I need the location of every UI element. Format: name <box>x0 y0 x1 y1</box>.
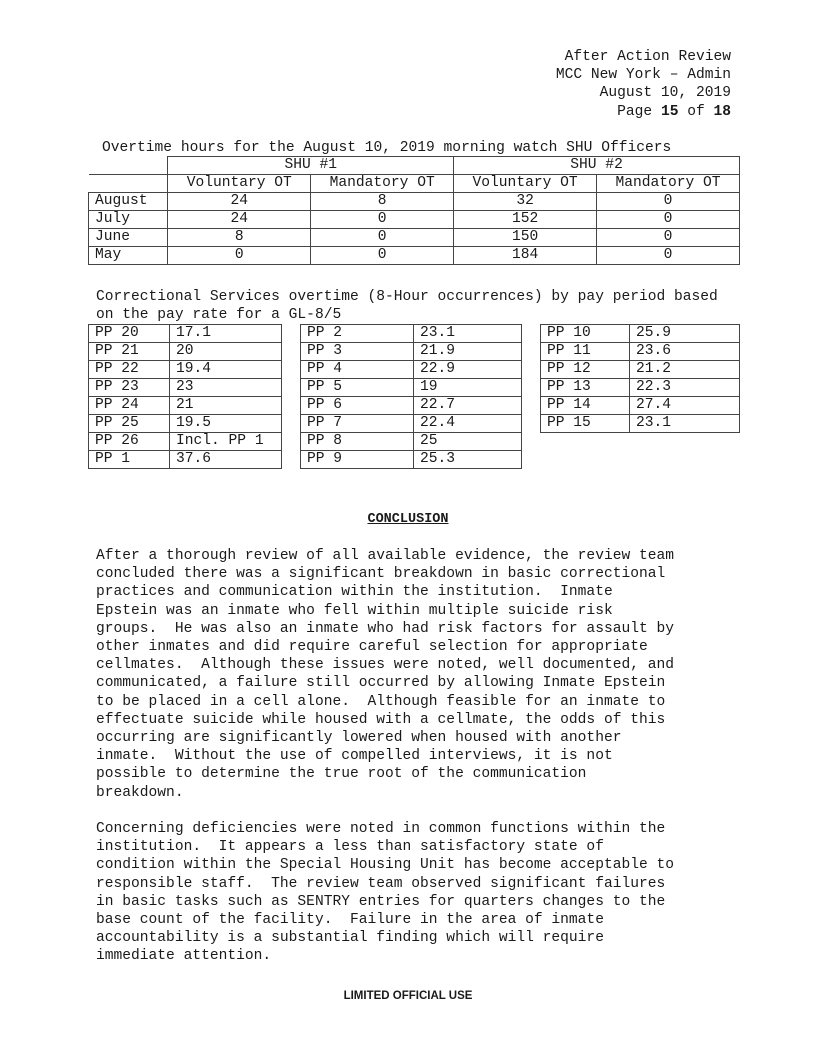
pp-label: PP 25 <box>89 415 170 433</box>
pp-value: 19.4 <box>170 361 282 379</box>
classification-footer: LIMITED OFFICIAL USE <box>343 990 473 1002</box>
pp-value: 25.9 <box>630 325 740 343</box>
table-row <box>301 433 522 451</box>
pp-label: PP 4 <box>301 361 414 379</box>
value-cell: 0 <box>597 229 740 247</box>
header-date: August 10, 2019 <box>599 85 731 102</box>
pp-label: PP 5 <box>301 379 414 397</box>
table-row <box>89 397 282 415</box>
pp-label: PP 21 <box>89 343 170 361</box>
pp-value: 19 <box>414 379 522 397</box>
overtime-group-header-row <box>89 157 740 175</box>
table-row <box>301 451 522 469</box>
value-cell: 152 <box>454 211 597 229</box>
pp-value: 21.9 <box>414 343 522 361</box>
pp-value: Incl. PP 1 <box>170 433 282 451</box>
value-cell: 0 <box>168 247 311 265</box>
value-cell: 0 <box>597 193 740 211</box>
value-cell: 0 <box>597 247 740 265</box>
pp-value: 23.6 <box>630 343 740 361</box>
subheader-cell: Voluntary OT <box>168 175 311 193</box>
conclusion-paragraph-2: Concerning deficiencies were noted in common functions within the institution. It appears a less than satisfactory state of condition within the Special Housing Unit has become acceptable to responsible staff. The review team observed significant failures in basic tasks such as SENTRY entries for quarters changes to the base count of the facility. Failure in the area of inmate accountability is a substantial finding which will require immediate attention. <box>96 821 675 965</box>
table-row <box>541 343 740 361</box>
pp-label: PP 9 <box>301 451 414 469</box>
month-cell: May <box>89 247 168 265</box>
overtime-table <box>88 156 740 265</box>
conclusion-heading: CONCLUSION <box>367 512 449 527</box>
pp-value: 17.1 <box>170 325 282 343</box>
pp-value: 22.3 <box>630 379 740 397</box>
value-cell: 8 <box>311 193 454 211</box>
page-current: 15 <box>660 103 679 120</box>
pp-value: 22.7 <box>414 397 522 415</box>
pay-period-title: Correctional Services overtime (8-Hour occurrences) by pay period based on the pay rate for a GL-8/5 <box>96 289 718 324</box>
pp-value: 27.4 <box>630 397 740 415</box>
table-row <box>541 325 740 343</box>
value-cell: 0 <box>311 229 454 247</box>
value-cell: 24 <box>168 193 311 211</box>
pp-label: PP 2 <box>301 325 414 343</box>
table-row <box>301 343 522 361</box>
table-row <box>541 379 740 397</box>
value-cell: 150 <box>454 229 597 247</box>
pp-label: PP 12 <box>541 361 630 379</box>
table-row <box>89 343 282 361</box>
pp-value: 25.3 <box>414 451 522 469</box>
pp-value: 21.2 <box>630 361 740 379</box>
header-institution: MCC New York – Admin <box>555 67 731 84</box>
pp-label: PP 15 <box>541 415 630 433</box>
pp-value: 21 <box>170 397 282 415</box>
table-row <box>89 325 282 343</box>
pp-label: PP 24 <box>89 397 170 415</box>
table-row <box>89 415 282 433</box>
group-header-shu2: SHU #2 <box>454 157 740 175</box>
pp-value: 22.4 <box>414 415 522 433</box>
month-cell: August <box>89 193 168 211</box>
pp-label: PP 22 <box>89 361 170 379</box>
subheader-cell: Mandatory OT <box>597 175 740 193</box>
pp-value: 23 <box>170 379 282 397</box>
pp-label: PP 26 <box>89 433 170 451</box>
table-row <box>89 211 740 229</box>
pp-label: PP 8 <box>301 433 414 451</box>
table-row <box>89 361 282 379</box>
table-row <box>541 415 740 433</box>
table-row <box>89 247 740 265</box>
table-row <box>541 361 740 379</box>
pp-label: PP 7 <box>301 415 414 433</box>
pp-value: 25 <box>414 433 522 451</box>
table-row <box>301 325 522 343</box>
value-cell: 184 <box>454 247 597 265</box>
pp-label: PP 10 <box>541 325 630 343</box>
value-cell: 8 <box>168 229 311 247</box>
table-row <box>301 361 522 379</box>
table-row <box>301 415 522 433</box>
page-number <box>556 103 731 121</box>
page-of: of <box>678 103 714 120</box>
subheader-cell: Voluntary OT <box>454 175 597 193</box>
empty-corner-cell <box>89 175 168 193</box>
pay-period-table-3 <box>540 324 740 433</box>
overtime-table-title: Overtime hours for the August 10, 2019 morning watch SHU Officers <box>102 140 672 156</box>
overtime-subheader-row <box>89 175 740 193</box>
empty-corner-cell <box>89 157 168 175</box>
table-row <box>541 397 740 415</box>
header-title: After Action Review <box>564 49 731 65</box>
value-cell: 24 <box>168 211 311 229</box>
pay-period-table-1 <box>88 324 282 469</box>
table-row <box>89 379 282 397</box>
pp-label: PP 1 <box>89 451 170 469</box>
pp-value: 20 <box>170 343 282 361</box>
subheader-cell: Mandatory OT <box>311 175 454 193</box>
pp-value: 22.9 <box>414 361 522 379</box>
pay-period-table-2 <box>300 324 522 469</box>
pp-label: PP 3 <box>301 343 414 361</box>
pp-label: PP 11 <box>541 343 630 361</box>
pp-label: PP 14 <box>541 397 630 415</box>
table-row <box>89 433 282 451</box>
table-row <box>89 229 740 247</box>
pp-value: 19.5 <box>170 415 282 433</box>
conclusion-paragraph-1: After a thorough review of all available evidence, the review team concluded there was a significant breakdown in basic correctional practices and communication within the institution. Inmate Epstein was an inmate who fell within multiple suicide risk groups. He was also an inmate who had risk factors for assault by other inmates and did require careful selection for appropriate cellmates. Although these issues were noted, well documented, and communicated, a failure still occurred by allowing Inmate Epstein to be placed in a cell alone. Although feasible for an inmate to effectuate suicide while housed with a cellmate, the odds of this occurring are significantly lowered when housed with another inmate. Without the use of compelled interviews, it is not possible to determine the true root of the communication breakdown. <box>96 548 675 801</box>
month-cell: June <box>89 229 168 247</box>
page-total: 18 <box>713 103 731 120</box>
table-row <box>89 193 740 211</box>
value-cell: 0 <box>597 211 740 229</box>
value-cell: 0 <box>311 211 454 229</box>
pp-label: PP 20 <box>89 325 170 343</box>
document-header <box>556 48 731 121</box>
group-header-shu1: SHU #1 <box>168 157 454 175</box>
value-cell: 0 <box>311 247 454 265</box>
table-row <box>301 379 522 397</box>
pp-label: PP 6 <box>301 397 414 415</box>
month-cell: July <box>89 211 168 229</box>
pp-value: 23.1 <box>630 415 740 433</box>
pp-value: 23.1 <box>414 325 522 343</box>
pp-label: PP 13 <box>541 379 630 397</box>
value-cell: 32 <box>454 193 597 211</box>
table-row <box>89 451 282 469</box>
pp-value: 37.6 <box>170 451 282 469</box>
pp-label: PP 23 <box>89 379 170 397</box>
table-row <box>301 397 522 415</box>
page-prefix: Page <box>617 103 661 120</box>
